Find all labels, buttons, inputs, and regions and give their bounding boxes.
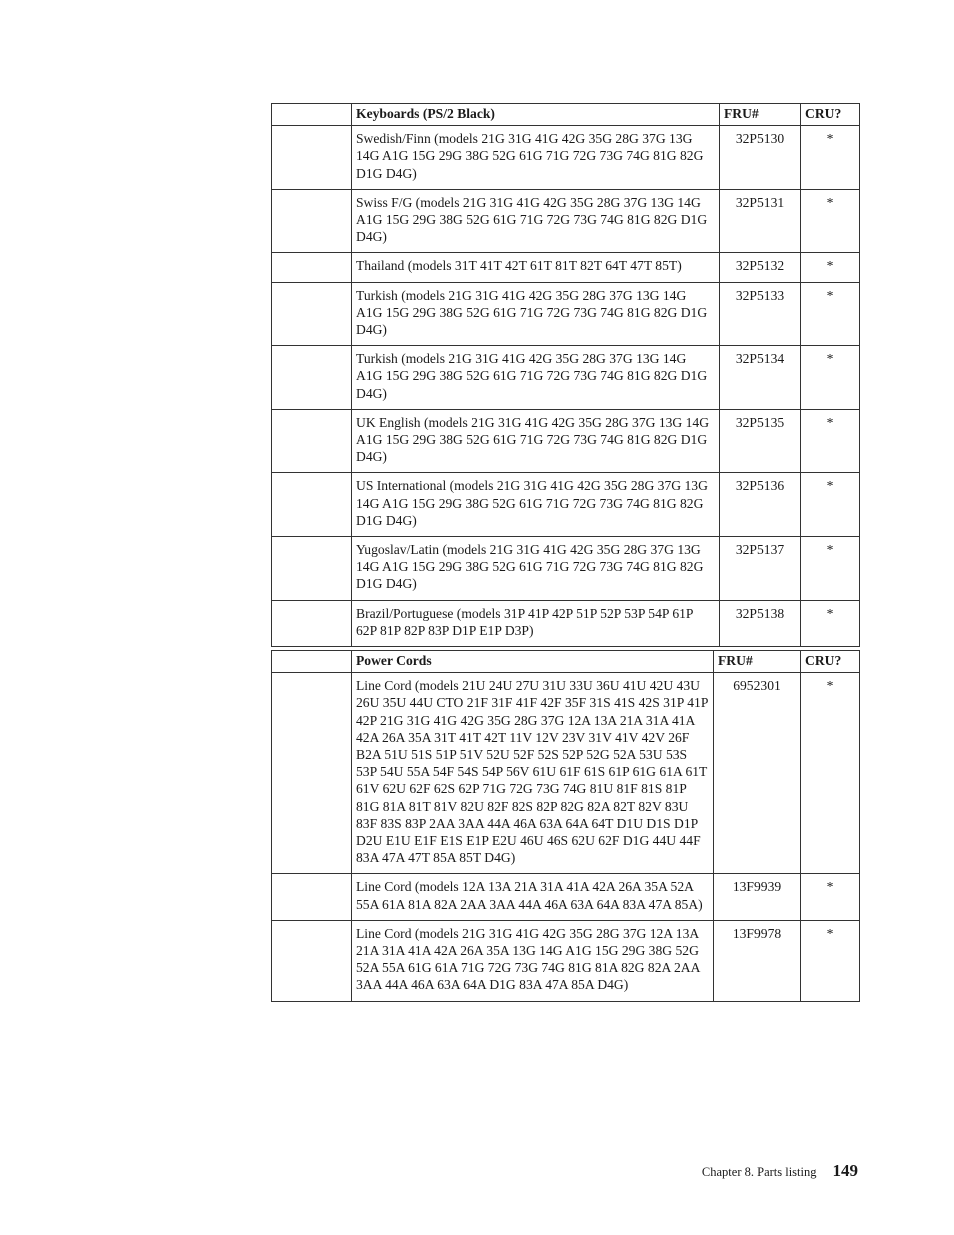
fru-number-cell: 32P5133: [720, 282, 801, 346]
description-cell: UK English (models 21G 31G 41G 42G 35G 28G 37G 13G 14G A1G 15G 29G 38G 52G 61G 71G 72G 73G 74G 81G 82G D1G D4G): [352, 409, 720, 473]
fru-number-cell: 32P5137: [720, 537, 801, 601]
fru-number-cell: 6952301: [714, 673, 801, 874]
table-row: [272, 920, 860, 1001]
description-header: Power Cords: [352, 651, 714, 673]
description-cell: Line Cord (models 21G 31G 41G 42G 35G 28G 37G 12A 13A 21A 31A 41A 42A 26A 35A 13G 14G A1G 15G 29G 38G 52G 52A 55A 61G 61A 71G 72G 73G 74G 81G 81A 82G 82A 2AA 3AA 44A 46A 63A 64A D1G 83A 47A 85A D4G): [352, 920, 714, 1001]
fru-number-cell: 13F9939: [714, 874, 801, 920]
description-cell: Thailand (models 31T 41T 42T 61T 81T 82T 64T 47T 85T): [352, 253, 720, 282]
fru-number-cell: 32P5136: [720, 473, 801, 537]
table-row: [272, 673, 860, 874]
keyboards-body: [272, 126, 860, 647]
fru-number-cell: 32P5132: [720, 253, 801, 282]
cru-flag-cell: *: [801, 673, 860, 874]
index-cell: [272, 409, 352, 473]
power-cords-table: [271, 650, 860, 1002]
page-footer: [702, 1161, 858, 1181]
index-cell: [272, 126, 352, 190]
index-cell: [272, 600, 352, 646]
index-cell: [272, 282, 352, 346]
index-header: [272, 104, 352, 126]
table-row: [272, 874, 860, 920]
fru-number-cell: 32P5131: [720, 189, 801, 253]
fru-number-cell: 32P5134: [720, 346, 801, 410]
fru-number-cell: 32P5130: [720, 126, 801, 190]
power-cords-header-row: [272, 651, 860, 673]
description-cell: Swiss F/G (models 21G 31G 41G 42G 35G 28G 37G 13G 14G A1G 15G 29G 38G 52G 61G 71G 72G 73G 74G 81G 82G D1G D4G): [352, 189, 720, 253]
description-cell: Line Cord (models 21U 24U 27U 31U 33U 36U 41U 42U 43U 26U 35U 44U CTO 21F 31F 41F 42F 35F 31S 41S 42S 31P 41P 42P 21G 31G 41G 42G 35G 28G 37G 12A 13A 21A 31A 41A 42A 26A 35A 31T 41T 42T 11V 12V 23V 31V 41V 42V 26F B2A 51U 51S 51P 51V 52U 52F 52S 52P 52G 52A 53U 53S 53P 54U 55A 54F 54S 54P 56V 61U 61F 61S 61P 61G 61A 61T 61V 62U 62F 62S 62P 71G 72G 73G 74G 81U 81F 81S 81P 81G 81A 81T 81V 82U 82F 82S 82P 82G 82A 82T 82V 83U 83F 83S 83P 2AA 3AA 44A 46A 63A 64A 64T D1U D1S D1P D2U E1U E1F E1S E1P E2U 46U 46S 62U 62F D1G 44U 44F 83A 47A 47T 85A 85T D4G): [352, 673, 714, 874]
table-row: [272, 282, 860, 346]
description-cell: US International (models 21G 31G 41G 42G 35G 28G 37G 13G 14G A1G 15G 29G 38G 52G 61G 71G 72G 73G 74G 81G 82G D1G D4G): [352, 473, 720, 537]
description-header: Keyboards (PS/2 Black): [352, 104, 720, 126]
chapter-label: Chapter 8. Parts listing: [701, 1165, 817, 1179]
cru-flag-cell: *: [801, 537, 860, 601]
index-cell: [272, 874, 352, 920]
table-row: [272, 346, 860, 410]
index-cell: [272, 253, 352, 282]
cru-flag-cell: *: [801, 473, 860, 537]
cru-flag-cell: *: [801, 409, 860, 473]
table-row: [272, 126, 860, 190]
fru-header: FRU#: [714, 651, 801, 673]
index-cell: [272, 189, 352, 253]
index-cell: [272, 920, 352, 1001]
fru-number-cell: 13F9978: [714, 920, 801, 1001]
description-cell: Brazil/Portuguese (models 31P 41P 42P 51P 52P 53P 54P 61P 62P 81P 82P 83P D1P E1P D3P): [352, 600, 720, 646]
description-cell: Swedish/Finn (models 21G 31G 41G 42G 35G 28G 37G 13G 14G A1G 15G 29G 38G 52G 61G 71G 72G 73G 74G 81G 82G D1G D4G): [352, 126, 720, 190]
description-cell: Turkish (models 21G 31G 41G 42G 35G 28G 37G 13G 14G A1G 15G 29G 38G 52G 61G 71G 72G 73G 74G 81G 82G D1G D4G): [352, 346, 720, 410]
index-cell: [272, 537, 352, 601]
table-row: [272, 409, 860, 473]
cru-flag-cell: *: [801, 253, 860, 282]
table-row: [272, 253, 860, 282]
index-cell: [272, 673, 352, 874]
fru-number-cell: 32P5138: [720, 600, 801, 646]
description-cell: Yugoslav/Latin (models 21G 31G 41G 42G 35G 28G 37G 13G 14G A1G 15G 29G 38G 52G 61G 71G 72G 73G 74G 81G 82G D1G D4G): [352, 537, 720, 601]
table-row: [272, 473, 860, 537]
cru-header: CRU?: [801, 651, 860, 673]
cru-flag-cell: *: [801, 189, 860, 253]
cru-flag-cell: *: [801, 126, 860, 190]
page-number: 149: [832, 1161, 858, 1180]
fru-header: FRU#: [720, 104, 801, 126]
table-row: [272, 600, 860, 646]
cru-flag-cell: *: [801, 600, 860, 646]
description-cell: Turkish (models 21G 31G 41G 42G 35G 28G 37G 13G 14G A1G 15G 29G 38G 52G 61G 71G 72G 73G 74G 81G 82G D1G D4G): [352, 282, 720, 346]
cru-flag-cell: *: [801, 282, 860, 346]
index-header: [272, 651, 352, 673]
keyboards-table: [271, 103, 860, 647]
fru-number-cell: 32P5135: [720, 409, 801, 473]
cru-flag-cell: *: [801, 874, 860, 920]
description-cell: Line Cord (models 12A 13A 21A 31A 41A 42A 26A 35A 52A 55A 61A 81A 82A 2AA 3AA 44A 46A 63A 64A 83A 47A 85A): [352, 874, 714, 920]
cru-flag-cell: *: [801, 920, 860, 1001]
table-row: [272, 189, 860, 253]
cru-flag-cell: *: [801, 346, 860, 410]
keyboards-header-row: [272, 104, 860, 126]
index-cell: [272, 473, 352, 537]
table-row: [272, 537, 860, 601]
power-cords-body: [272, 673, 860, 1001]
cru-header: CRU?: [801, 104, 860, 126]
index-cell: [272, 346, 352, 410]
